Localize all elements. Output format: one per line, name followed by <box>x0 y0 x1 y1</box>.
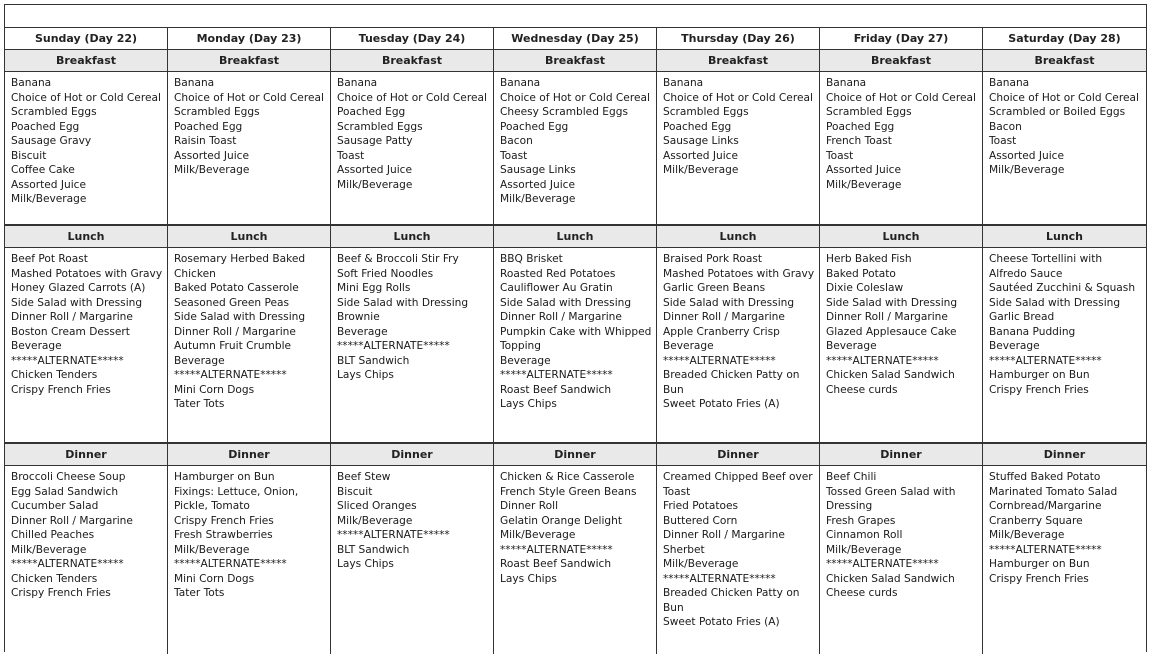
menu-item: Cheesy Scrambled Eggs <box>500 106 628 118</box>
menu-item: Tater Tots <box>174 398 225 410</box>
calendar-top-strip <box>5 5 1146 28</box>
menu-item: Milk/Beverage <box>989 164 1065 176</box>
menu-item: Scrambled Eggs <box>174 106 260 118</box>
menu-item: Assorted Juice <box>663 149 739 162</box>
menu-item: Sweet Potato Fries (A) <box>663 398 780 410</box>
breakfast-label: Breakfast <box>5 50 168 72</box>
day-header: Thursday (Day 26) <box>657 28 820 50</box>
menu-item: Mashed Potatoes with Gravy <box>663 267 815 280</box>
lunch-label: Lunch <box>657 226 820 248</box>
menu-item: Cauliflower Au Gratin <box>500 282 613 294</box>
menu-item: Cornbread/Margarine <box>989 500 1102 512</box>
menu-item: Sweet Potato Fries (A) <box>663 616 780 628</box>
menu-item: Poached Egg <box>663 120 732 133</box>
menu-item: Dinner Roll / Margarine <box>11 311 133 323</box>
menu-item: Beverage <box>989 340 1040 352</box>
breakfast-label: Breakfast <box>983 50 1146 72</box>
menu-item: Lays Chips <box>337 369 394 381</box>
menu-item: Soft Fried Noodles <box>337 267 434 280</box>
breakfast-cell <box>168 72 331 226</box>
menu-item: Marinated Tomato Salad <box>989 485 1118 498</box>
day-header: Saturday (Day 28) <box>983 28 1146 50</box>
menu-item: Hamburger on Bun <box>989 558 1090 570</box>
menu-item: Braised Pork Roast <box>663 253 763 265</box>
menu-item: Crispy French Fries <box>989 383 1089 396</box>
breakfast-items-row <box>5 72 1146 226</box>
menu-item: Dinner Roll / Margarine <box>663 311 785 323</box>
menu-item: Dinner Roll / Margarine <box>500 311 622 323</box>
menu-item: Crispy French Fries <box>11 587 111 599</box>
dinner-cell <box>5 466 168 654</box>
menu-item: Side Salad with Dressing <box>826 296 958 309</box>
menu-item: Side Salad with Dressing <box>174 311 306 323</box>
dinner-label: Dinner <box>168 444 331 466</box>
menu-item: *****ALTERNATE***** <box>989 354 1102 367</box>
menu-item: Cheese curds <box>826 383 898 396</box>
menu-item: Hamburger on Bun <box>989 369 1090 381</box>
menu-item: Creamed Chipped Beef over Toast <box>663 471 813 498</box>
menu-item: Poached Egg <box>174 120 243 133</box>
lunch-cell <box>331 248 494 444</box>
breakfast-label: Breakfast <box>657 50 820 72</box>
menu-item: Banana <box>500 77 541 89</box>
menu-item: Cinnamon Roll <box>826 529 903 541</box>
menu-item: Herb Baked Fish <box>826 253 912 265</box>
menu-item: Raisin Toast <box>174 135 237 147</box>
menu-item: Crispy French Fries <box>174 514 274 527</box>
dinner-cell <box>168 466 331 654</box>
menu-item: Crispy French Fries <box>11 383 111 396</box>
breakfast-cell <box>5 72 168 226</box>
menu-item: Buttered Corn <box>663 514 738 527</box>
menu-item: Banana <box>11 77 52 89</box>
menu-item: Chicken Tenders <box>11 572 98 585</box>
lunch-cell <box>657 248 820 444</box>
menu-item: Autumn Fruit Crumble <box>174 340 292 352</box>
menu-item: Beverage <box>826 340 877 352</box>
menu-item: Honey Glazed Carrots (A) <box>11 282 146 294</box>
menu-item: Baked Potato Casserole <box>174 282 299 294</box>
menu-item: Banana <box>989 77 1030 89</box>
day-header: Sunday (Day 22) <box>5 28 168 50</box>
menu-item: *****ALTERNATE***** <box>826 558 939 570</box>
menu-item: Baked Potato <box>826 267 896 280</box>
menu-item: Chicken Salad Sandwich <box>826 572 955 585</box>
menu-item: Garlic Green Beans <box>663 282 766 294</box>
lunch-cell <box>820 248 983 444</box>
menu-item: Chicken & Rice Casserole <box>500 471 635 483</box>
menu-item: Cranberry Square <box>989 514 1083 527</box>
day-header: Friday (Day 27) <box>820 28 983 50</box>
menu-item: Garlic Bread <box>989 311 1055 323</box>
menu-item: Beef Stew <box>337 471 391 483</box>
day-header-row <box>5 28 1146 50</box>
dinner-label: Dinner <box>331 444 494 466</box>
menu-item: Crispy French Fries <box>989 572 1089 585</box>
lunch-cell <box>5 248 168 444</box>
menu-item: Boston Cream Dessert <box>11 325 130 338</box>
menu-item: *****ALTERNATE***** <box>826 354 939 367</box>
menu-item: Fixings: Lettuce, Onion, Pickle, Tomato <box>174 485 299 512</box>
menu-item: Sherbet <box>663 543 705 556</box>
menu-item: Roast Beef Sandwich <box>500 383 612 396</box>
menu-item: BLT Sandwich <box>337 543 410 556</box>
breakfast-header-row <box>5 50 1146 72</box>
menu-item: Dinner Roll / Margarine <box>11 514 133 527</box>
menu-item: Breaded Chicken Patty on Bun <box>663 587 800 614</box>
menu-item: Roast Beef Sandwich <box>500 558 612 570</box>
menu-item: *****ALTERNATE***** <box>174 558 287 570</box>
dinner-cell <box>657 466 820 654</box>
menu-item: *****ALTERNATE***** <box>337 340 450 352</box>
menu-item: Milk/Beverage <box>500 193 576 205</box>
menu-item: Banana <box>174 77 215 89</box>
menu-item: Bacon <box>989 120 1022 133</box>
menu-item: Milk/Beverage <box>337 514 413 527</box>
menu-item: Assorted Juice <box>989 149 1065 162</box>
breakfast-label: Breakfast <box>494 50 657 72</box>
menu-item: Assorted Juice <box>500 178 576 191</box>
menu-item: Toast <box>337 149 365 162</box>
menu-item: Assorted Juice <box>174 149 250 162</box>
breakfast-cell <box>820 72 983 226</box>
menu-item: Banana <box>826 77 867 89</box>
menu-item: Side Salad with Dressing <box>989 296 1121 309</box>
menu-item: Beverage <box>663 340 714 352</box>
menu-item: Chicken Tenders <box>11 369 98 381</box>
menu-item: Sausage Patty <box>337 135 413 147</box>
menu-item: Scrambled Eggs <box>826 106 912 118</box>
menu-item: Rosemary Herbed Baked Chicken <box>174 253 306 280</box>
menu-item: *****ALTERNATE***** <box>11 558 124 570</box>
menu-item: Cheese curds <box>826 587 898 599</box>
menu-item: Choice of Hot or Cold Cereal <box>337 91 487 104</box>
menu-item: Fresh Grapes <box>826 514 896 527</box>
menu-item: *****ALTERNATE***** <box>11 354 124 367</box>
lunch-label: Lunch <box>983 226 1146 248</box>
menu-item: Milk/Beverage <box>174 543 250 556</box>
menu-item: Breaded Chicken Patty on Bun <box>663 369 800 396</box>
menu-item: Milk/Beverage <box>337 178 413 191</box>
menu-item: Scrambled Eggs <box>663 106 749 118</box>
menu-item: French Toast <box>826 135 892 147</box>
menu-item: Assorted Juice <box>826 164 902 176</box>
menu-item: Banana <box>337 77 378 89</box>
lunch-items-row <box>5 248 1146 444</box>
menu-item: Beef Chili <box>826 471 877 483</box>
menu-item: Milk/Beverage <box>826 178 902 191</box>
menu-item: Mini Egg Rolls <box>337 282 411 294</box>
menu-item: Fresh Strawberries <box>174 529 273 541</box>
menu-item: *****ALTERNATE***** <box>663 354 776 367</box>
dinner-label: Dinner <box>5 444 168 466</box>
menu-item: Poached Egg <box>500 120 569 133</box>
breakfast-cell <box>983 72 1146 226</box>
menu-item: *****ALTERNATE***** <box>337 529 450 541</box>
menu-item: Egg Salad Sandwich <box>11 485 119 498</box>
lunch-header-row <box>5 226 1146 248</box>
breakfast-cell <box>331 72 494 226</box>
menu-item: Mini Corn Dogs <box>174 383 255 396</box>
dinner-cell <box>820 466 983 654</box>
menu-item: Sliced Oranges <box>337 500 417 512</box>
menu-item: Fried Potatoes <box>663 500 739 512</box>
menu-item: Toast <box>826 149 854 162</box>
menu-item: Choice of Hot or Cold Cereal <box>826 91 976 104</box>
lunch-label: Lunch <box>820 226 983 248</box>
dinner-label: Dinner <box>657 444 820 466</box>
menu-item: Side Salad with Dressing <box>663 296 795 309</box>
breakfast-label: Breakfast <box>168 50 331 72</box>
menu-item: Toast <box>500 149 528 162</box>
menu-item: Scrambled or Boiled Eggs <box>989 106 1126 118</box>
dinner-label: Dinner <box>983 444 1146 466</box>
menu-item: Dinner Roll / Margarine <box>663 529 785 541</box>
menu-item: Pumpkin Cake with Whipped Topping <box>500 325 652 352</box>
menu-item: Choice of Hot or Cold Cereal <box>989 91 1139 104</box>
menu-item: Beverage <box>500 354 551 367</box>
lunch-label: Lunch <box>168 226 331 248</box>
menu-item: Seasoned Green Peas <box>174 296 290 309</box>
menu-item: Sautéed Zucchini & Squash <box>989 282 1136 294</box>
lunch-cell <box>168 248 331 444</box>
menu-item: Milk/Beverage <box>826 543 902 556</box>
dinner-label: Dinner <box>820 444 983 466</box>
menu-item: Milk/Beverage <box>500 529 576 541</box>
menu-item: Assorted Juice <box>11 178 87 191</box>
menu-item: Coffee Cake <box>11 164 75 176</box>
lunch-label: Lunch <box>5 226 168 248</box>
menu-item: *****ALTERNATE***** <box>989 543 1102 556</box>
menu-item: *****ALTERNATE***** <box>500 543 613 556</box>
menu-item: Sausage Links <box>663 135 739 147</box>
menu-item: Roasted Red Potatoes <box>500 267 616 280</box>
menu-item: Side Salad with Dressing <box>11 296 143 309</box>
menu-item: Dixie Coleslaw <box>826 282 904 294</box>
menu-item: *****ALTERNATE***** <box>174 369 287 381</box>
menu-item: Milk/Beverage <box>174 164 250 176</box>
menu-item: Side Salad with Dressing <box>337 296 469 309</box>
menu-item: Dinner Roll <box>500 500 559 512</box>
breakfast-label: Breakfast <box>331 50 494 72</box>
menu-item: Toast <box>989 135 1017 147</box>
dinner-cell <box>331 466 494 654</box>
menu-item: Beef & Broccoli Stir Fry <box>337 253 459 265</box>
menu-item: Gelatin Orange Delight <box>500 514 623 527</box>
lunch-cell <box>983 248 1146 444</box>
menu-item: Scrambled Eggs <box>11 106 97 118</box>
menu-item: Milk/Beverage <box>11 193 87 205</box>
menu-item: Choice of Hot or Cold Cereal <box>11 91 161 104</box>
menu-item: Beverage <box>174 354 225 367</box>
menu-item: Poached Egg <box>337 106 406 118</box>
dinner-items-row <box>5 466 1146 654</box>
menu-item: Hamburger on Bun <box>174 471 275 483</box>
menu-item: Apple Cranberry Crisp <box>663 325 780 338</box>
menu-item: BLT Sandwich <box>337 354 410 367</box>
menu-item: Milk/Beverage <box>989 529 1065 541</box>
menu-item: Milk/Beverage <box>11 543 87 556</box>
menu-item: Choice of Hot or Cold Cereal <box>663 91 813 104</box>
menu-item: Sausage Links <box>500 164 576 176</box>
dinner-cell <box>983 466 1146 654</box>
menu-item: *****ALTERNATE***** <box>500 369 613 381</box>
day-header: Wednesday (Day 25) <box>494 28 657 50</box>
menu-item: French Style Green Beans <box>500 485 637 498</box>
menu-item: BBQ Brisket <box>500 253 563 265</box>
menu-item: Lays Chips <box>500 572 557 585</box>
menu-item: Tossed Green Salad with Dressing <box>826 485 956 512</box>
menu-item: Cucumber Salad <box>11 500 99 512</box>
menu-item: Assorted Juice <box>337 164 413 176</box>
lunch-label: Lunch <box>331 226 494 248</box>
menu-item: Banana Pudding <box>989 325 1076 338</box>
menu-item: Lays Chips <box>500 398 557 410</box>
menu-item: Sausage Gravy <box>11 135 92 147</box>
menu-item: Milk/Beverage <box>663 558 739 570</box>
menu-item: Chilled Peaches <box>11 529 95 541</box>
menu-item: Glazed Applesauce Cake <box>826 325 957 338</box>
day-header: Tuesday (Day 24) <box>331 28 494 50</box>
menu-item: Chicken Salad Sandwich <box>826 369 955 381</box>
dinner-header-row <box>5 444 1146 466</box>
menu-calendar <box>4 4 1147 652</box>
breakfast-cell <box>657 72 820 226</box>
lunch-cell <box>494 248 657 444</box>
menu-item: Beef Pot Roast <box>11 253 88 265</box>
menu-item: Lays Chips <box>337 558 394 570</box>
menu-item: Milk/Beverage <box>663 164 739 176</box>
menu-item: Dinner Roll / Margarine <box>174 325 296 338</box>
menu-item: Cheese Tortellini with Alfredo Sauce <box>989 253 1103 280</box>
menu-item: Stuffed Baked Potato <box>989 471 1101 483</box>
menu-item: Choice of Hot or Cold Cereal <box>174 91 324 104</box>
menu-item: Choice of Hot or Cold Cereal <box>500 91 650 104</box>
menu-item: Poached Egg <box>11 120 80 133</box>
dinner-label: Dinner <box>494 444 657 466</box>
menu-item: Poached Egg <box>826 120 895 133</box>
menu-item: Brownie <box>337 311 380 323</box>
menu-item: Tater Tots <box>174 587 225 599</box>
menu-item: Mini Corn Dogs <box>174 572 255 585</box>
breakfast-cell <box>494 72 657 226</box>
menu-item: Beverage <box>11 340 62 352</box>
menu-item: Bacon <box>500 135 533 147</box>
menu-item: Dinner Roll / Margarine <box>826 311 948 323</box>
menu-item: Banana <box>663 77 704 89</box>
menu-item: Mashed Potatoes with Gravy <box>11 267 163 280</box>
menu-item: Beverage <box>337 325 388 338</box>
day-header: Monday (Day 23) <box>168 28 331 50</box>
dinner-cell <box>494 466 657 654</box>
menu-item: Biscuit <box>11 149 47 162</box>
breakfast-label: Breakfast <box>820 50 983 72</box>
menu-item: Scrambled Eggs <box>337 120 423 133</box>
lunch-label: Lunch <box>494 226 657 248</box>
menu-item: Broccoli Cheese Soup <box>11 471 126 483</box>
menu-item: *****ALTERNATE***** <box>663 572 776 585</box>
menu-item: Biscuit <box>337 485 373 498</box>
menu-item: Side Salad with Dressing <box>500 296 632 309</box>
